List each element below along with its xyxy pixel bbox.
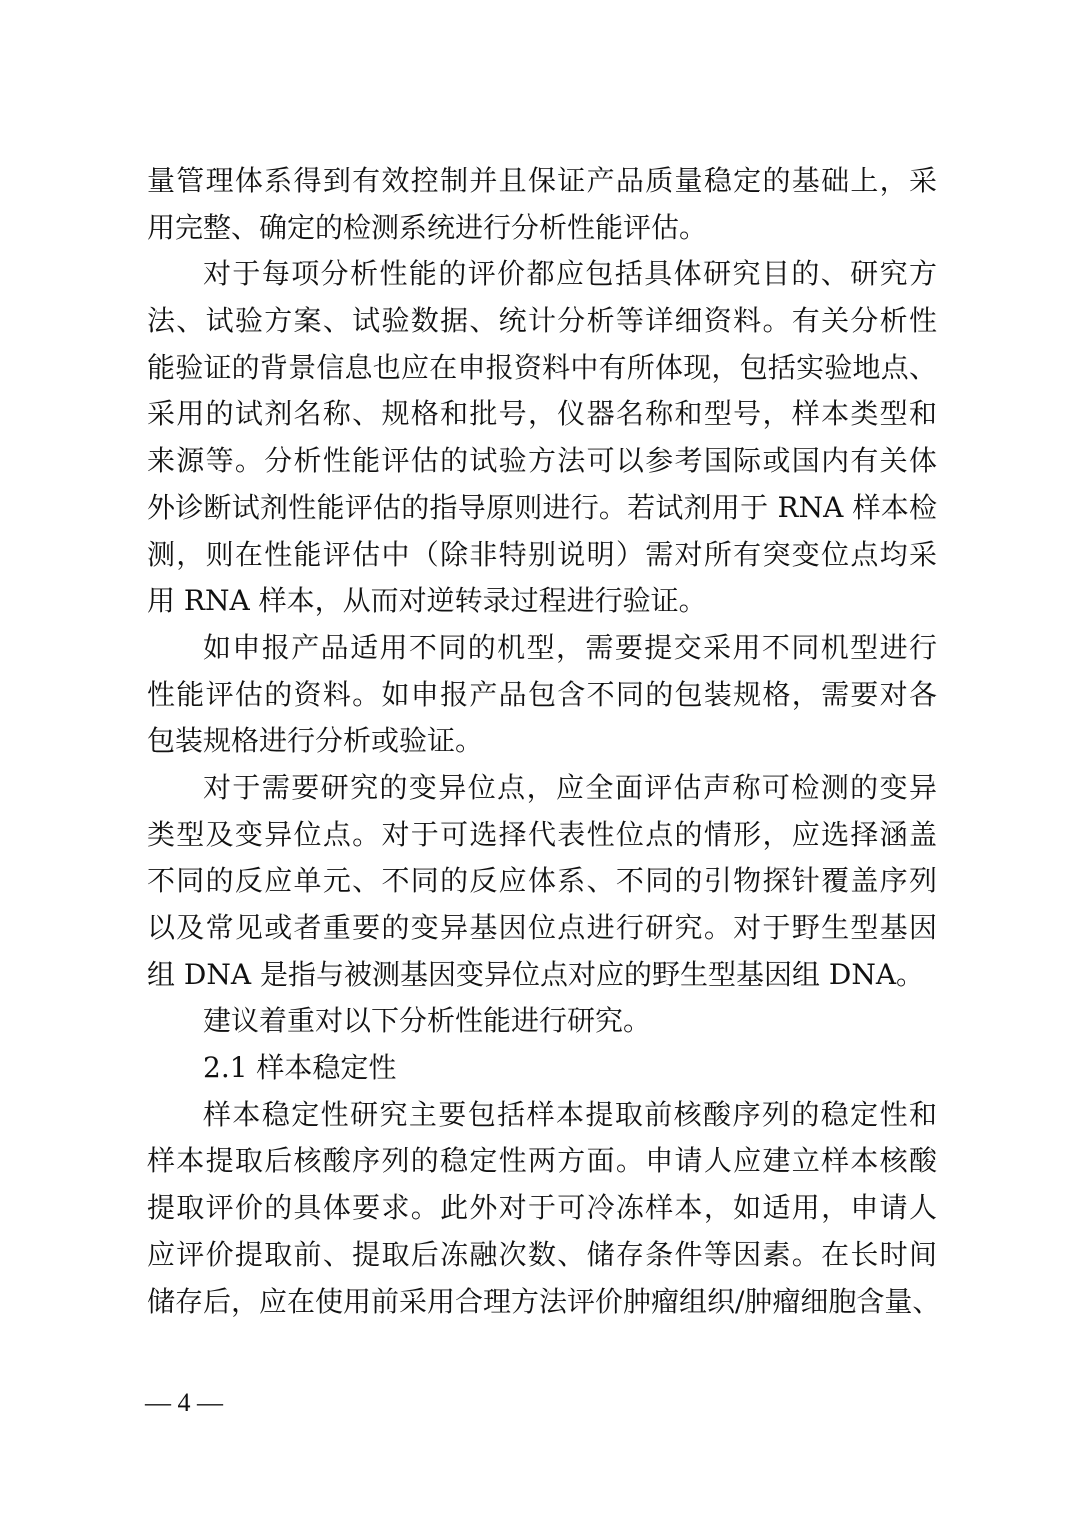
text-line — [147, 998, 937, 1045]
text-line-content: 用 RNA 样本，从而对逆转录过程进行验证。 — [147, 584, 707, 618]
text-line — [147, 625, 937, 672]
page-number: — 4 — — [145, 1388, 223, 1417]
text-line-content: 包装规格进行分析或验证。 — [147, 724, 484, 758]
text-line — [147, 812, 937, 859]
text-line — [147, 1185, 937, 1232]
text-line — [147, 952, 937, 999]
text-line-content: 用完整、确定的检测系统进行分析性能评估。 — [147, 210, 708, 244]
text-line-content: 组 DNA 是指与被测基因变异位点对应的野生型基因组 DNA。 — [147, 957, 925, 991]
text-line-content: 样本提取后核酸序列的稳定性两方面。申请人应建立样本核酸 — [147, 1144, 937, 1178]
text-line-content: 量管理体系得到有效控制并且保证产品质量稳定的基础上，采 — [147, 164, 937, 197]
text-line — [147, 718, 937, 765]
text-line — [147, 1045, 937, 1092]
text-line — [147, 672, 937, 719]
text-line-content: 性能评估的资料。如申报产品包含不同的包装规格，需要对各 — [147, 677, 937, 711]
text-line — [147, 858, 937, 905]
text-line — [147, 251, 937, 298]
text-line — [147, 1279, 941, 1326]
text-line-content: 2.1 样本稳定性 — [203, 1051, 397, 1085]
text-line-content: 采用的试剂名称、规格和批号，仪器名称和型号，样本类型和 — [147, 397, 937, 431]
body-text — [147, 158, 941, 1325]
text-line-content: 对于需要研究的变异位点，应全面评估声称可检测的变异 — [203, 770, 937, 804]
text-line-content: 储存后，应在使用前采用合理方法评价肿瘤组织/肿瘤细胞含量、 — [147, 1284, 941, 1318]
text-line — [147, 905, 937, 952]
text-line — [147, 1092, 937, 1139]
text-line-content: 以及常见或者重要的变异基因位点进行研究。对于野生型基因 — [147, 911, 937, 944]
text-line — [147, 765, 937, 812]
text-line — [147, 438, 937, 485]
text-line — [147, 298, 937, 345]
text-line — [147, 485, 937, 532]
text-line-content: 样本稳定性研究主要包括样本提取前核酸序列的稳定性和 — [203, 1097, 937, 1131]
text-line — [147, 1138, 937, 1185]
text-line-content: 如申报产品适用不同的机型，需要提交采用不同机型进行 — [203, 630, 937, 664]
text-line — [147, 532, 937, 579]
text-line — [147, 578, 937, 625]
text-line — [147, 205, 937, 252]
text-line-content: 类型及变异位点。对于可选择代表性位点的情形，应选择涵盖 — [147, 817, 937, 851]
text-line-content: 对于每项分析性能的评价都应包括具体研究目的、研究方 — [203, 257, 937, 291]
text-line-content: 外诊断试剂性能评估的指导原则进行。若试剂用于 RNA 样本检 — [147, 490, 937, 524]
text-line-content: 提取评价的具体要求。此外对于可冷冻样本，如适用，申请人 — [147, 1191, 937, 1225]
text-line — [147, 158, 937, 205]
text-line — [147, 345, 937, 392]
text-line-content: 测，则在性能评估中（除非特别说明）需对所有突变位点均采 — [147, 537, 937, 571]
text-line — [147, 1232, 937, 1279]
text-line-content: 应评价提取前、提取后冻融次数、储存条件等因素。在长时间 — [147, 1237, 937, 1271]
text-line-content: 建议着重对以下分析性能进行研究。 — [203, 1004, 652, 1038]
text-line-content: 不同的反应单元、不同的反应体系、不同的引物探针覆盖序列 — [147, 864, 937, 898]
text-line-content: 来源等。分析性能评估的试验方法可以参考国际或国内有关体 — [147, 444, 937, 478]
text-line-content: 能验证的背景信息也应在申报资料中有所体现，包括实验地点、 — [147, 350, 937, 384]
text-line — [147, 391, 937, 438]
text-line-content: 法、试验方案、试验数据、统计分析等详细资料。有关分析性 — [147, 304, 937, 338]
